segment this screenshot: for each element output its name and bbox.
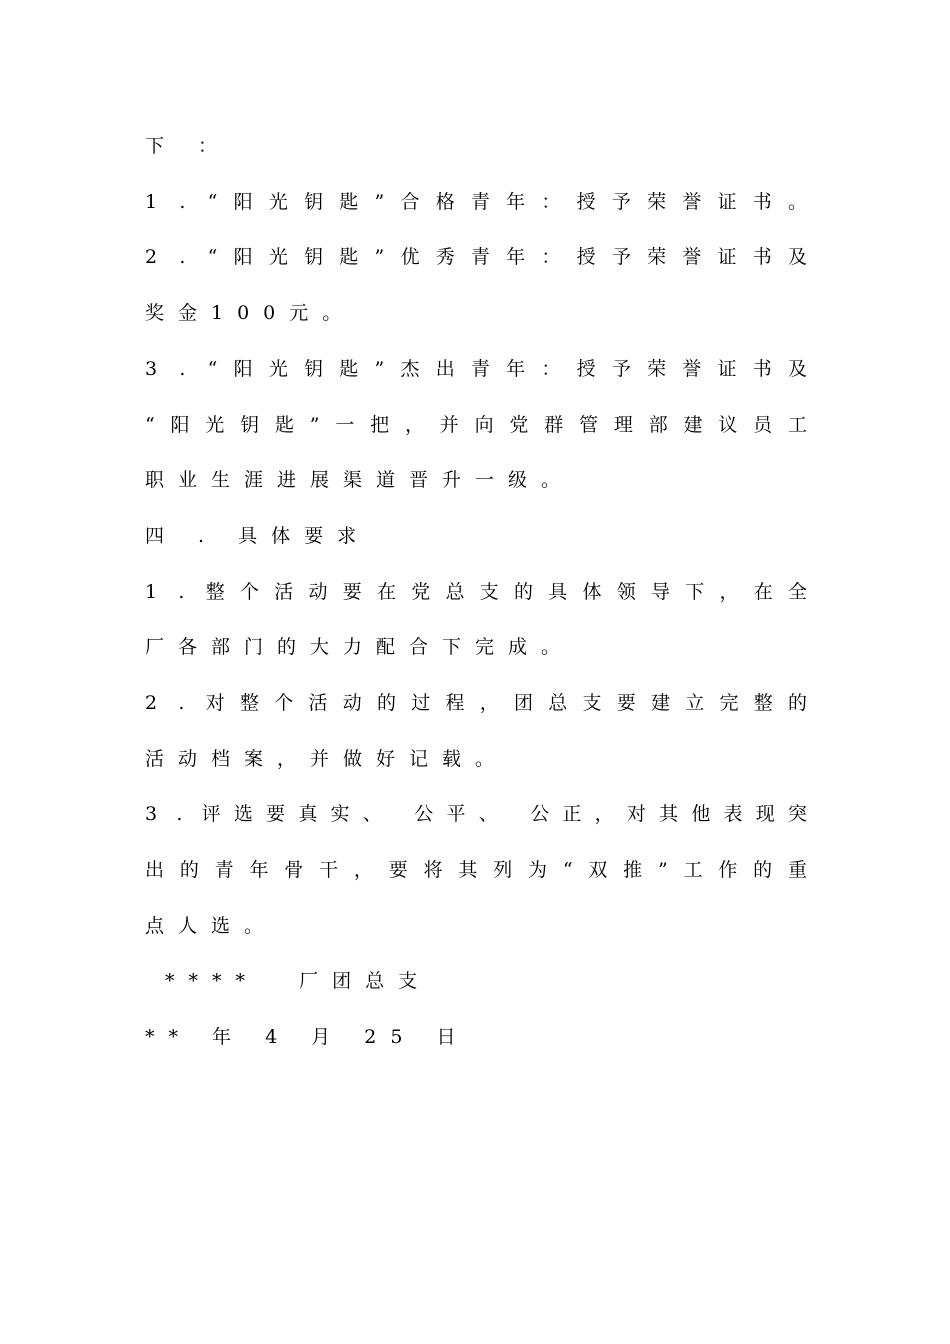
signature-organization: **** 厂团总支: [145, 970, 432, 992]
text-line: 1 . “阳光钥匙”合格青年：授予荣誉证书。: [145, 191, 807, 213]
text-line: 职业生涯进展渠道晋升一级。: [145, 469, 575, 491]
section-heading: 四 . 具体要求: [145, 525, 371, 547]
text-line: 点人选。: [145, 915, 278, 937]
text-line: 1 . 整个活动要在党总支的具体领导下，在全: [145, 581, 807, 603]
text-line: 2 . 对整个活动的过程，团总支要建立完整的: [145, 692, 807, 714]
text-line: “阳光钥匙”一把，并向党群管理部建议员工: [145, 414, 807, 436]
text-line: 厂各部门的大力配合下完成。: [145, 636, 575, 658]
text-line: 2 . “阳光钥匙”优秀青年：授予荣誉证书及: [145, 246, 807, 268]
text-line: 奖金100元。: [145, 302, 356, 324]
text-line: 3 . “阳光钥匙”杰出青年：授予荣誉证书及: [145, 358, 807, 380]
text-line: 出的青年骨干，要将其列为“双推”工作的重: [145, 859, 807, 881]
text-line: 活动档案，并做好记载。: [145, 748, 509, 770]
signature-date: ** 年 4 月 25 日: [145, 1026, 470, 1048]
text-line: 3 . 评选要真实、 公平、 公正，对其他表现突: [145, 803, 807, 825]
text-line: 下 ：: [145, 135, 232, 157]
